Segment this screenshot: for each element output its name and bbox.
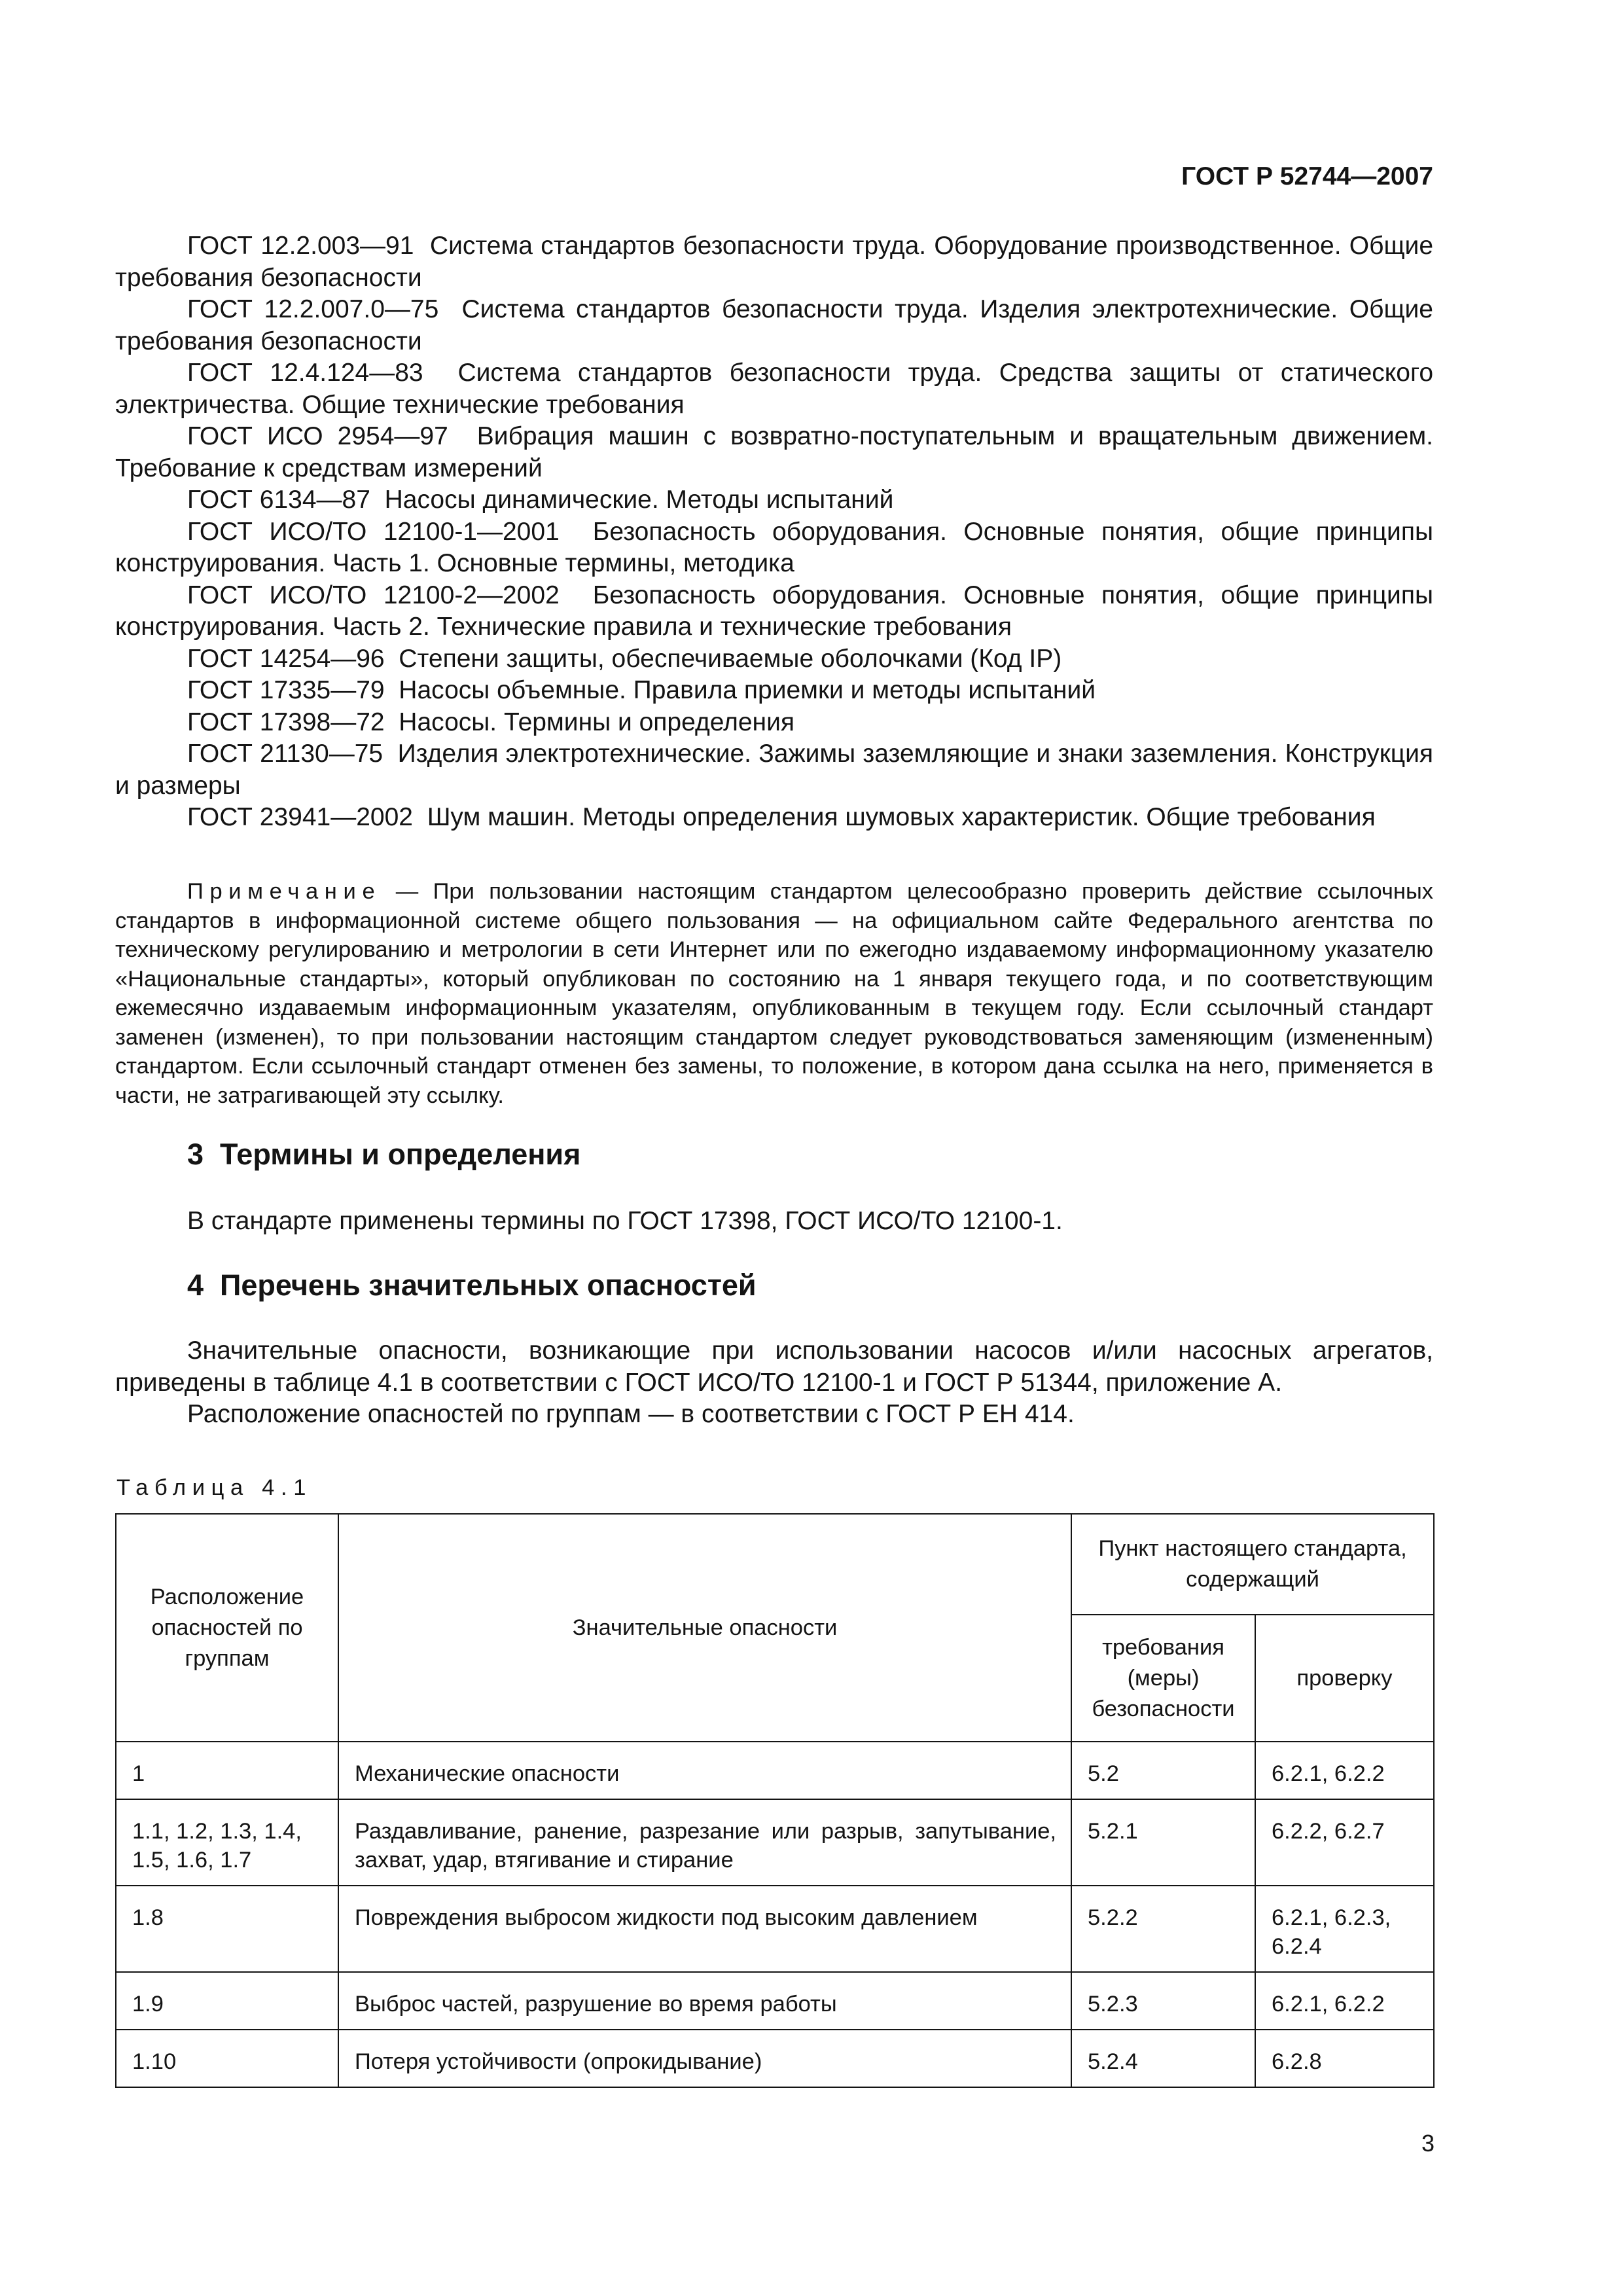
reference-code: ГОСТ 14254—96 (187, 644, 385, 673)
cell-requirements: 5.2.2 (1071, 1886, 1255, 1972)
cell-hazard: Выброс частей, разрушение во время работы (338, 1972, 1071, 2030)
cell-hazard: Потеря устойчивости (опрокидывание) (338, 2030, 1071, 2087)
reference-item (115, 707, 1433, 739)
cell-hazard: Механические опасности (338, 1742, 1071, 1799)
reference-code: ГОСТ 12.2.003—91 (187, 232, 414, 260)
reference-item (115, 580, 1433, 643)
header-requirements: требования (меры) безопасности (1071, 1615, 1255, 1742)
reference-title: Система стандартов безопасности труда. Средства защиты от статического электричества. Общие технические требования (115, 359, 1434, 419)
reference-code: ГОСТ 23941—2002 (187, 803, 414, 831)
reference-item (115, 675, 1433, 707)
cell-verification: 6.2.2, 6.2.7 (1255, 1799, 1434, 1886)
document-code-header: ГОСТ Р 52744—2007 (1181, 162, 1433, 190)
reference-title: Безопасность оборудования. Основные понятия, общие принципы конструирования. Часть 2. Технические правила и технические требования (115, 581, 1433, 641)
reference-title: Система стандартов безопасности труда. Оборудование производственное. Общие требования безопасности (115, 232, 1434, 292)
cell-hazard: Повреждения выбросом жидкости под высоким давлением (338, 1886, 1071, 1972)
cell-requirements: 5.2.4 (1071, 2030, 1255, 2087)
reference-title: Насосы. Термины и определения (399, 708, 794, 736)
reference-code: ГОСТ 17398—72 (187, 708, 385, 736)
header-hazards: Значительные опасности (338, 1514, 1071, 1742)
page-number: 3 (1421, 2130, 1435, 2157)
section-4-text (115, 1335, 1433, 1431)
note-label: Примечание (187, 879, 382, 904)
cell-verification: 6.2.1, 6.2.2 (1255, 1972, 1434, 2030)
reference-item (115, 294, 1433, 357)
table-row (116, 1886, 1434, 1972)
section-title: Термины и определения (220, 1138, 581, 1171)
reference-code: ГОСТ ИСО/ТО 12100-2—2002 (187, 581, 560, 609)
table-row (116, 2030, 1434, 2087)
reference-item (115, 357, 1433, 421)
reference-item (115, 643, 1433, 675)
header-clause: Пункт настоящего стандарта, содержащий (1071, 1514, 1434, 1615)
reference-title: Степени защиты, обеспечиваемые оболочками (Код IP) (399, 644, 1062, 673)
section-title: Перечень значительных опасностей (220, 1268, 757, 1302)
reference-item (115, 421, 1433, 484)
header-group: Расположение опасностей по группам (116, 1514, 338, 1742)
cell-verification: 6.2.1, 6.2.2 (1255, 1742, 1434, 1799)
reference-item (115, 738, 1433, 802)
note-paragraph (115, 877, 1433, 1110)
cell-requirements: 5.2 (1071, 1742, 1255, 1799)
reference-code: ГОСТ 21130—75 (187, 740, 383, 768)
reference-code: ГОСТ 6134—87 (187, 486, 370, 514)
cell-group: 1.1, 1.2, 1.3, 1.4, 1.5, 1.6, 1.7 (116, 1799, 338, 1886)
cell-group: 1.9 (116, 1972, 338, 2030)
note-text: — При пользовании настоящим стандартом целесообразно проверить действие ссылочных стандартов в информационной системе общего пользования — на официальном сайте Федерального агентства по техническому регулированию и метрологии в сети Интернет или по ежегодно издаваемому информационному указателю «Национальные стандарты», который опубликован по состоянию на 1 января текущего года, и по соответствующим ежемесячно издаваемым информационным указателям, опубликованным в текущем году. Если ссылочный стандарт заменен (изменен), то при пользовании настоящим стандартом следует руководствоваться заменяющим (измененным) стандартом. Если ссылочный стандарт отменен без замены, то положение, в котором дана ссылка на него, применяется в части, не затрагивающей эту ссылку. (115, 879, 1434, 1108)
table-row (116, 1972, 1434, 2030)
cell-hazard: Раздавливание, ранение, разрезание или разрыв, запутывание, захват, удар, втягивание и стирание (338, 1799, 1071, 1886)
reference-title: Безопасность оборудования. Основные понятия, общие принципы конструирования. Часть 1. Основные термины, методика (115, 517, 1433, 577)
section-4-paragraph: Расположение опасностей по группам — в соответствии с ГОСТ Р ЕН 414. (187, 1400, 1075, 1428)
reference-code: ГОСТ ИСО 2954—97 (187, 422, 448, 450)
reference-title: Шум машин. Методы определения шумовых характеристик. Общие требования (427, 803, 1376, 831)
cell-group: 1.8 (116, 1886, 338, 1972)
reference-title: Вибрация машин с возвратно-поступательным и вращательным движением. Требование к средствам измерений (115, 422, 1433, 482)
section-4-heading (187, 1268, 757, 1302)
section-number: 3 (187, 1138, 204, 1171)
reference-item (115, 230, 1433, 294)
reference-title: Насосы динамические. Методы испытаний (384, 486, 894, 514)
cell-verification: 6.2.1, 6.2.3, 6.2.4 (1255, 1886, 1434, 1972)
reference-code: ГОСТ 12.4.124—83 (187, 359, 423, 387)
table-row (116, 1742, 1434, 1799)
reference-code: ГОСТ ИСО/ТО 12100-1—2001 (187, 517, 560, 546)
cell-verification: 6.2.8 (1255, 2030, 1434, 2087)
section-3-text: В стандарте применены термины по ГОСТ 17398, ГОСТ ИСО/ТО 12100-1. (187, 1207, 1063, 1235)
cell-group: 1.10 (116, 2030, 338, 2087)
normative-references-list (115, 230, 1433, 834)
section-3-heading (187, 1138, 580, 1172)
cell-requirements: 5.2.1 (1071, 1799, 1255, 1886)
section-4-paragraph: Значительные опасности, возникающие при использовании насосов и/или насосных агрегатов, приведены в таблице 4.1 в соответствии с ГОСТ ИСО/ТО 12100-1 и ГОСТ Р 51344, приложение А. (115, 1336, 1433, 1397)
reference-item (115, 484, 1433, 516)
cell-group: 1 (116, 1742, 338, 1799)
reference-item (115, 516, 1433, 580)
header-verification: проверку (1255, 1615, 1434, 1742)
reference-item (115, 802, 1433, 834)
reference-code: ГОСТ 12.2.007.0—75 (187, 295, 439, 323)
table-row (116, 1799, 1434, 1886)
section-number: 4 (187, 1268, 204, 1302)
hazards-table (115, 1513, 1435, 2088)
reference-code: ГОСТ 17335—79 (187, 676, 385, 704)
cell-requirements: 5.2.3 (1071, 1972, 1255, 2030)
table-caption: Таблица 4.1 (116, 1475, 313, 1500)
reference-title: Система стандартов безопасности труда. Изделия электротехнические. Общие требования безопасности (115, 295, 1434, 355)
reference-title: Насосы объемные. Правила приемки и методы испытаний (399, 676, 1096, 704)
reference-title: Изделия электротехнические. Зажимы заземляющие и знаки заземления. Конструкция и размеры (115, 740, 1433, 800)
